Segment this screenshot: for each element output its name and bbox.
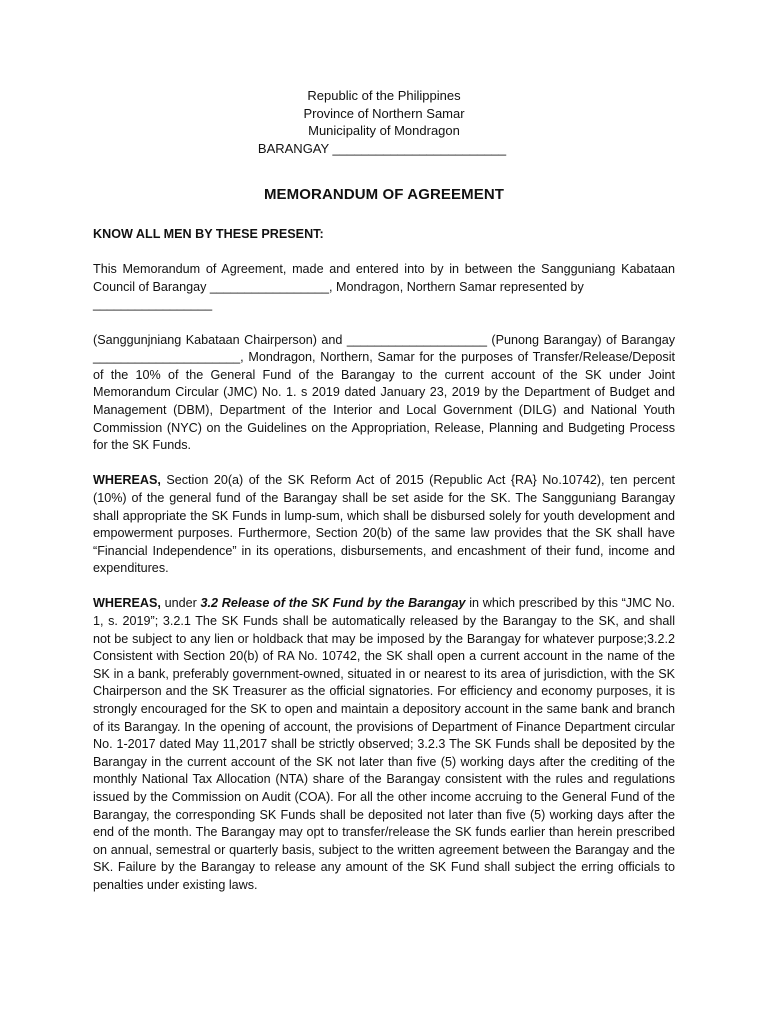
document-title: MEMORANDUM OF AGREEMENT <box>263 186 505 203</box>
agreement-text-part2: (Sanggunjniang Kabataan Chairperson) and ____________________ (Punong Barangay) of Barangay _____________________, Mondragon, Northern, Samar for the purposes of Transfer/Release/Deposit of the 10% of the General Fund of the Barangay to the current account of the SK under Joint Memorandum Circular (JMC) No. 1. s 2019 dated January 23, 2019 by the Department of Budget and Management (DBM), Department of the Interior and Local Government (DILG) and National Youth Commission (NYC) on the Guidelines on the Appropriation, Release, Planning and Budgeting Process for the SK Funds. <box>93 332 675 453</box>
know-all-men-heading: KNOW ALL MEN BY THESE PRESENT: <box>93 227 324 241</box>
document-body <box>93 226 675 912</box>
header-barangay: BARANGAY ________________________ <box>257 140 507 156</box>
spacer <box>93 314 675 332</box>
header-municipality: Municipality of Mondragon <box>308 123 460 138</box>
header-republic: Republic of the Philippines <box>307 88 461 103</box>
whereas-keyword: WHEREAS, <box>93 596 161 611</box>
agreement-paragraph <box>93 261 675 455</box>
agreement-text-part1: This Memorandum of Agreement, made and entered into by in between the Sangguniang Kabataan Council of Barangay _________________, Mondragon, Northern Samar represented by <box>93 262 675 294</box>
chairperson-blank: _________________ <box>93 297 213 312</box>
whereas-text-2: in which prescribed by this “JMC No. 1, s. 2019”; 3.2.1 The SK Funds shall be automatically released by the Barangay to the SK, and shall not be subject to any lien or holdback that may be imposed by the Barangay for whatever purpose;3.2.2 Consistent with Section 20(b) of RA No. 10742, the SK shall open a current account in the name of the SK in a bank, preferably government-owned, situated in or nearest to its area of jurisdiction, with the SK Chairperson and the SK Treasurer as the official signatories. For efficiency and economy purposes, it is strongly encouraged for the SK to open and maintain a depository account in the same bank and branch of its Barangay. In the opening of account, the provisions of Department of Finance Department circular No. 1-2017 dated May 11,2017 shall be strictly observed; 3.2.3 The SK Funds shall be deposited by the Barangay in the current account of the SK not later than five (5) working days after the crediting of the monthly National Tax Allocation (NTA) share of the Barangay consistent with the rules and regulations issued by the Commission on Audit (COA). For all the other income accruing to the General Fund of the Barangay, the corresponding SK Funds shall be deposited not later than five (5) working days after the end of the month. The Barangay may opt to transfer/release the SK funds earlier than herein prescribed on annual, semestral or quarterly basis, subject to the written agreement between the Barangay and the SK. Failure by the Barangay to release any amount of the SK Fund shall subject the erring officials to penalties under existing laws. <box>93 596 675 892</box>
whereas-text-1: Section 20(a) of the SK Reform Act of 2015 (Republic Act {RA} No.10742), ten percent (10%) of the general fund of the Barangay shall be set aside for the SK. The Sangguniang Barangay shall appropriate the SK Funds in lump-sum, which shall be disbursed solely for youth development and empowerment purposes. Furthermore, Section 20(b) of the same law provides that the SK shall have “Financial Independence” in its operations, disbursements, and encashment of their fund, income and expenditures. <box>93 473 675 576</box>
whereas-paragraph-2 <box>93 595 675 894</box>
release-section-reference: 3.2 Release of the SK Fund by the Barangay <box>200 596 466 611</box>
whereas-paragraph-1 <box>93 472 675 578</box>
header-province: Province of Northern Samar <box>303 105 465 121</box>
whereas-keyword: WHEREAS, <box>93 473 161 488</box>
whereas-pre: under <box>160 596 201 611</box>
document-header <box>0 87 768 157</box>
